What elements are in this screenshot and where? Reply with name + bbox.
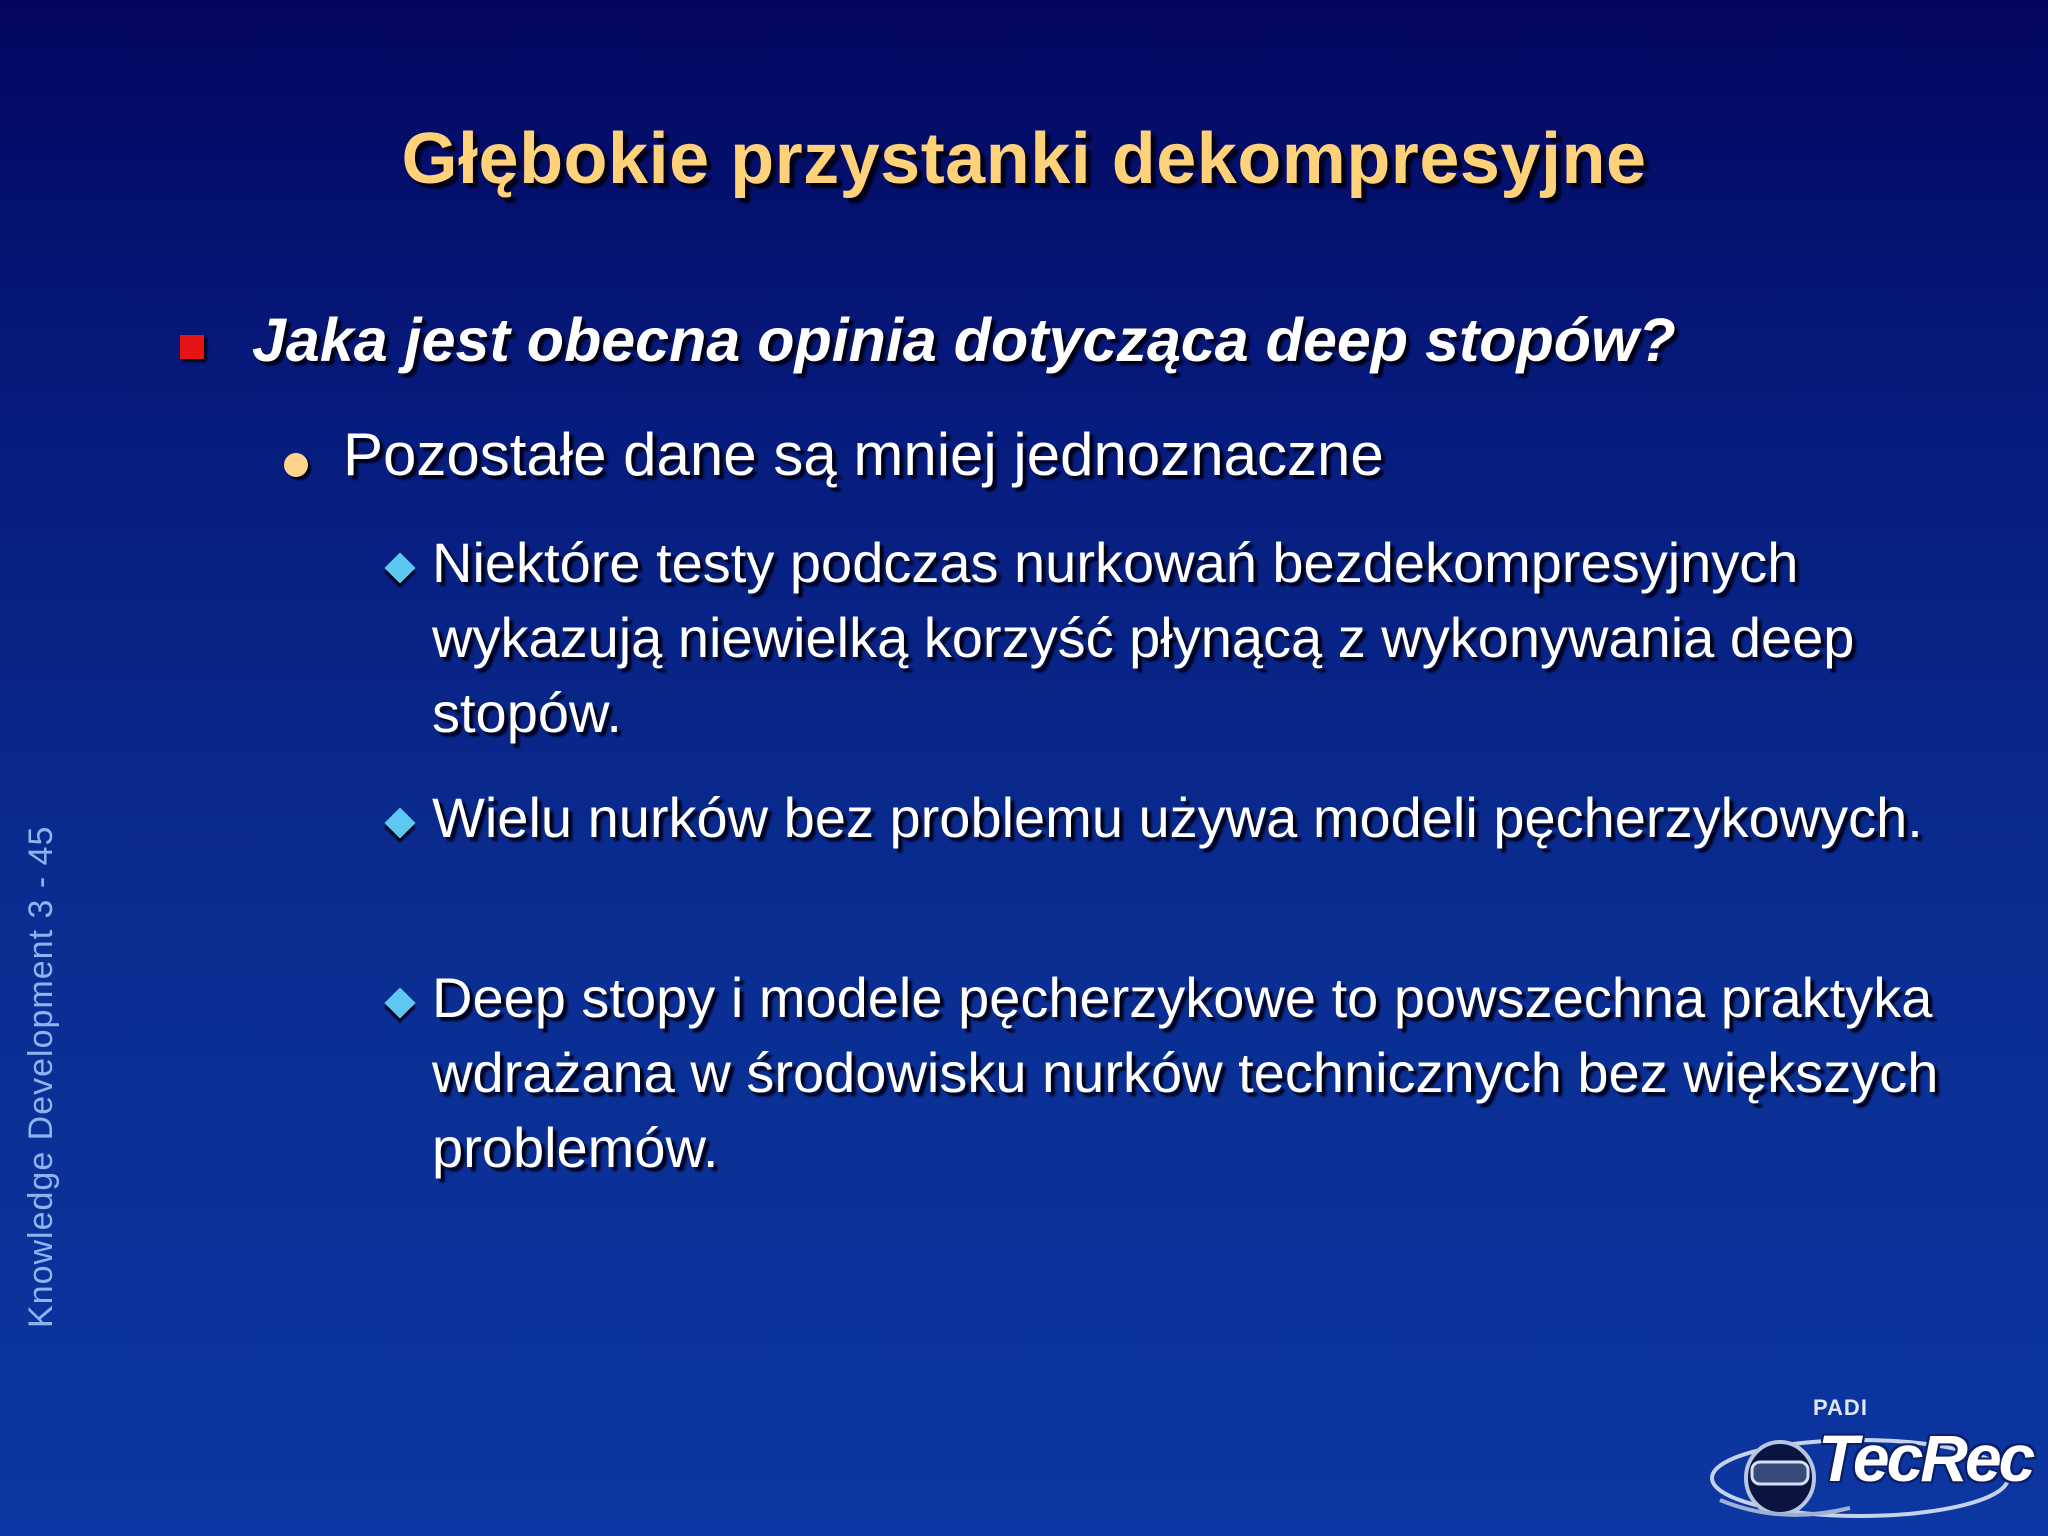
square-bullet-icon — [180, 335, 204, 359]
diamond-bullet-icon — [384, 807, 415, 838]
logo-brand: PADI — [1813, 1395, 1868, 1420]
slide-title: Głębokie przystanki dekompresyjne — [401, 119, 1647, 199]
logo-name: TecRec — [1818, 1421, 2033, 1495]
detail-item-2: Wielu nurków bez problemu używa modeli pęcherzykowych. — [432, 786, 1923, 849]
slide-number-label: Knowledge Development 3 - 45 — [22, 825, 60, 1328]
detail-item-1: Niektóre testy podczas nurkowań bezdekompresyjnych wykazują niewielką korzyść płynącą z wykonywania deep stopów. — [432, 531, 1855, 744]
dot-bullet-icon — [284, 453, 308, 477]
diamond-bullet-icon — [384, 987, 415, 1018]
question-text: Jaka jest obecna opinia dotycząca deep stopów? — [252, 306, 1676, 374]
subpoint-text: Pozostałe dane są mniej jednoznaczne — [343, 421, 1384, 488]
detail-item-3: Deep stopy i modele pęcherzykowe to powszechna praktyka wdrażana w środowisku nurków technicznych bez większych problemów. — [432, 966, 1939, 1179]
diamond-bullet-icon — [384, 552, 415, 583]
